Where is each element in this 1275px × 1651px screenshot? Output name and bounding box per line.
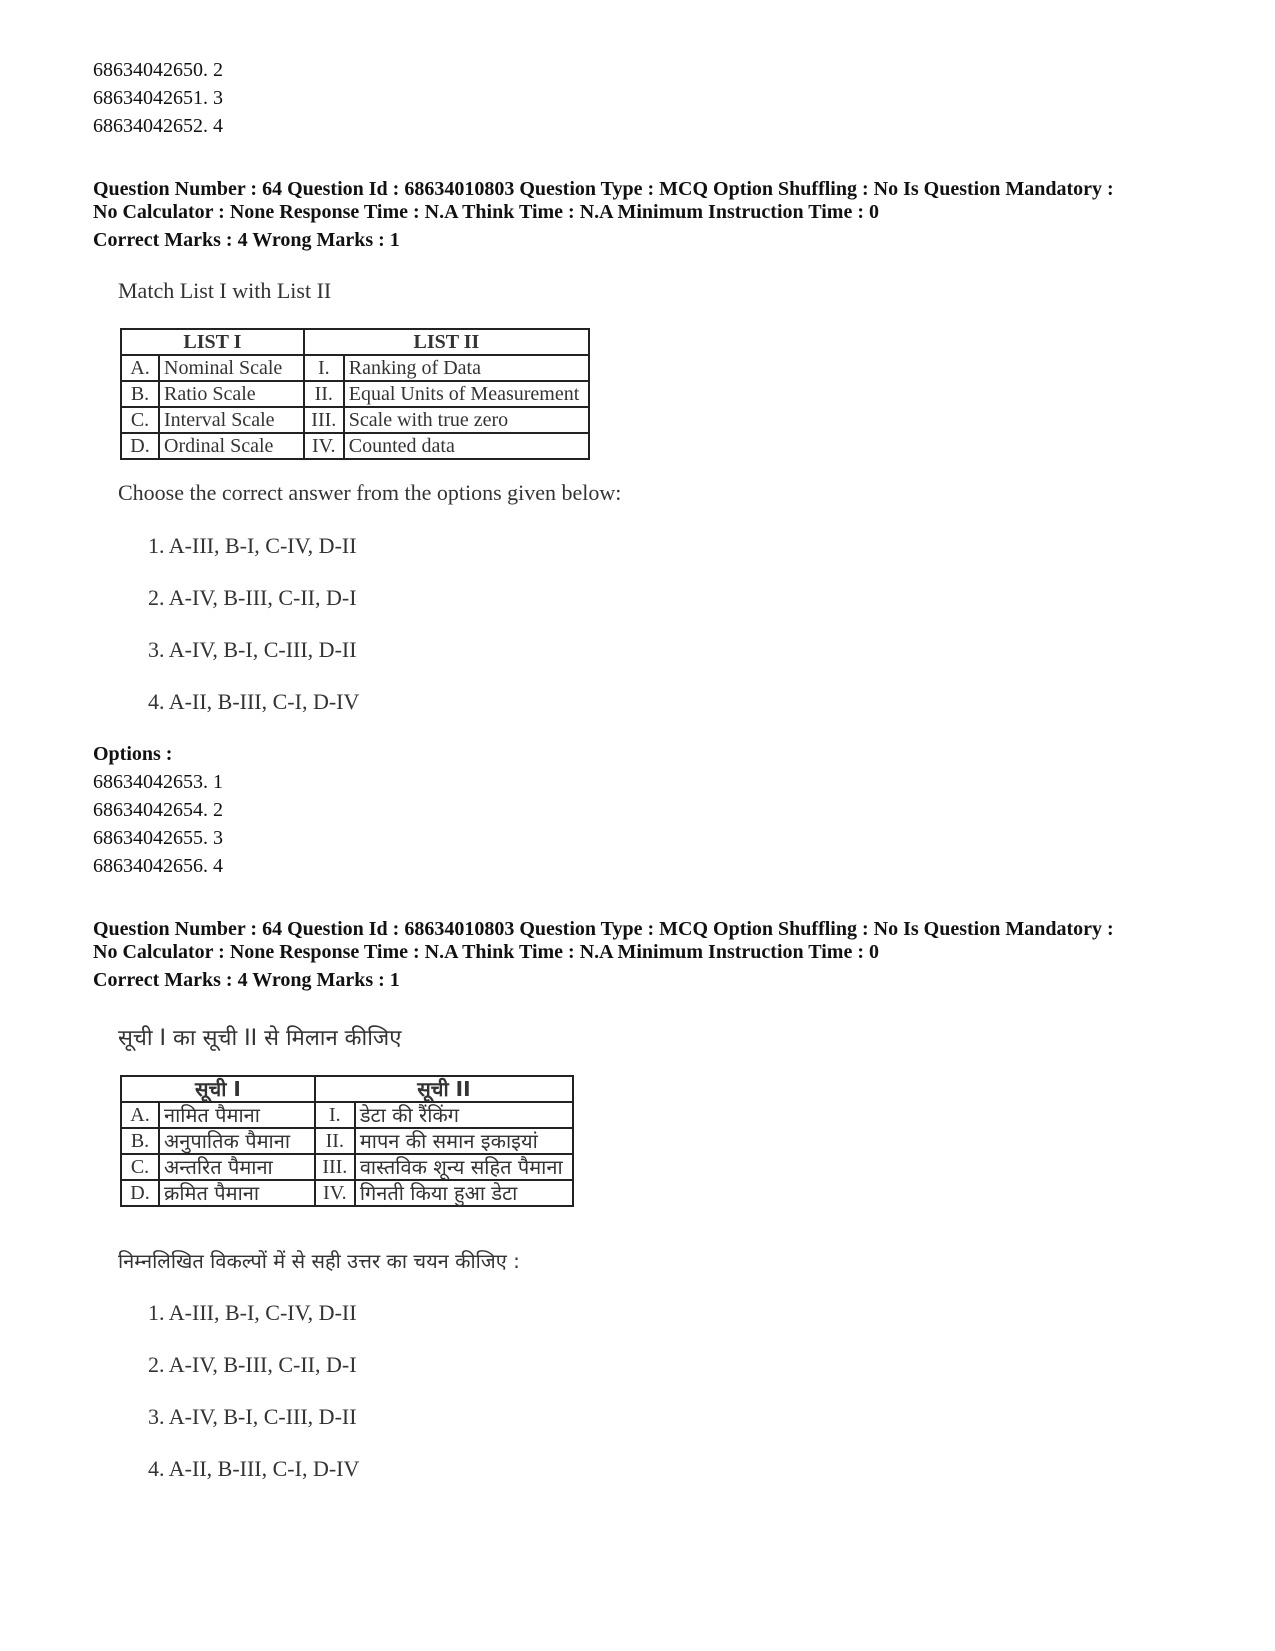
- option-line: 68634042655. 3: [93, 827, 223, 849]
- table-row: [121, 1102, 573, 1128]
- match-table: [120, 328, 590, 460]
- list-1-item: नामित पैमाना: [159, 1102, 315, 1128]
- row-numeral: III.: [304, 407, 344, 433]
- list-1-item: Interval Scale: [159, 407, 304, 433]
- list-1-header: सूची I: [121, 1076, 315, 1102]
- answer-choice: 1. A-III, B-I, C-IV, D-II: [148, 1300, 357, 1325]
- list-2-item: डेटा की रैंकिंग: [355, 1102, 573, 1128]
- answer-choice: 4. A-II, B-III, C-I, D-IV: [148, 689, 360, 714]
- question-meta-line: No Calculator : None Response Time : N.A Think Time : N.A Minimum Instruction Time : 0: [93, 941, 879, 963]
- option-line: 68634042654. 2: [93, 799, 223, 821]
- answer-prompt: निम्नलिखित विकल्पों में से सही उत्तर का चयन कीजिए :: [118, 1249, 520, 1273]
- answer-choice: 1. A-III, B-I, C-IV, D-II: [148, 533, 357, 558]
- list-2-item: वास्तविक शून्य सहित पैमाना: [355, 1154, 573, 1180]
- list-1-item: Nominal Scale: [159, 355, 304, 381]
- table-row: [121, 433, 589, 459]
- list-1-item: क्रमित पैमाना: [159, 1180, 315, 1206]
- table-row: [121, 381, 589, 407]
- question-instruction: सूची I का सूची II से मिलान कीजिए: [118, 1026, 402, 1051]
- list-2-item: Scale with true zero: [344, 407, 589, 433]
- table-row: [121, 1180, 573, 1206]
- list-2-item: Ranking of Data: [344, 355, 589, 381]
- marks-line: Correct Marks : 4 Wrong Marks : 1: [93, 969, 400, 991]
- question-meta-line: Question Number : 64 Question Id : 68634010803 Question Type : MCQ Option Shuffling : No Is Question Mandatory :: [93, 918, 1114, 940]
- list-2-item: Counted data: [344, 433, 589, 459]
- row-numeral: I.: [304, 355, 344, 381]
- answer-choice: 2. A-IV, B-III, C-II, D-I: [148, 585, 357, 610]
- option-line: 68634042651. 3: [93, 87, 223, 109]
- row-label: A.: [121, 355, 159, 381]
- answer-choice: 3. A-IV, B-I, C-III, D-II: [148, 637, 357, 662]
- answer-prompt: Choose the correct answer from the options given below:: [118, 480, 622, 505]
- table-header-row: [121, 1076, 573, 1102]
- row-numeral: III.: [315, 1154, 355, 1180]
- table-row: [121, 407, 589, 433]
- list-1-header: LIST I: [121, 329, 304, 355]
- list-2-item: मापन की समान इकाइयां: [355, 1128, 573, 1154]
- table-row: [121, 1154, 573, 1180]
- question-meta-line: Question Number : 64 Question Id : 68634010803 Question Type : MCQ Option Shuffling : No Is Question Mandatory :: [93, 178, 1114, 200]
- list-1-item: अन्तरित पैमाना: [159, 1154, 315, 1180]
- option-line: 68634042652. 4: [93, 115, 223, 137]
- row-numeral: IV.: [315, 1180, 355, 1206]
- row-label: B.: [121, 381, 159, 407]
- table-header-row: [121, 329, 589, 355]
- row-numeral: IV.: [304, 433, 344, 459]
- answer-choice: 2. A-IV, B-III, C-II, D-I: [148, 1352, 357, 1377]
- answer-choice: 3. A-IV, B-I, C-III, D-II: [148, 1404, 357, 1429]
- row-label: D.: [121, 1180, 159, 1206]
- row-numeral: I.: [315, 1102, 355, 1128]
- match-table: [120, 1075, 574, 1207]
- list-2-header: LIST II: [304, 329, 589, 355]
- list-1-item: अनुपातिक पैमाना: [159, 1128, 315, 1154]
- marks-line: Correct Marks : 4 Wrong Marks : 1: [93, 229, 400, 251]
- question-meta-line: No Calculator : None Response Time : N.A Think Time : N.A Minimum Instruction Time : 0: [93, 201, 879, 223]
- list-2-item: गिनती किया हुआ डेटा: [355, 1180, 573, 1206]
- option-line: 68634042653. 1: [93, 771, 223, 793]
- table-row: [121, 355, 589, 381]
- table-row: [121, 1128, 573, 1154]
- list-1-item: Ratio Scale: [159, 381, 304, 407]
- row-numeral: II.: [304, 381, 344, 407]
- option-line: 68634042650. 2: [93, 59, 223, 81]
- question-instruction: Match List I with List II: [118, 278, 332, 303]
- row-label: D.: [121, 433, 159, 459]
- row-label: B.: [121, 1128, 159, 1154]
- options-label: Options :: [93, 743, 173, 765]
- row-label: C.: [121, 1154, 159, 1180]
- list-2-header: सूची II: [315, 1076, 573, 1102]
- list-2-item: Equal Units of Measurement: [344, 381, 589, 407]
- row-label: A.: [121, 1102, 159, 1128]
- row-label: C.: [121, 407, 159, 433]
- row-numeral: II.: [315, 1128, 355, 1154]
- list-1-item: Ordinal Scale: [159, 433, 304, 459]
- answer-choice: 4. A-II, B-III, C-I, D-IV: [148, 1456, 360, 1481]
- option-line: 68634042656. 4: [93, 855, 223, 877]
